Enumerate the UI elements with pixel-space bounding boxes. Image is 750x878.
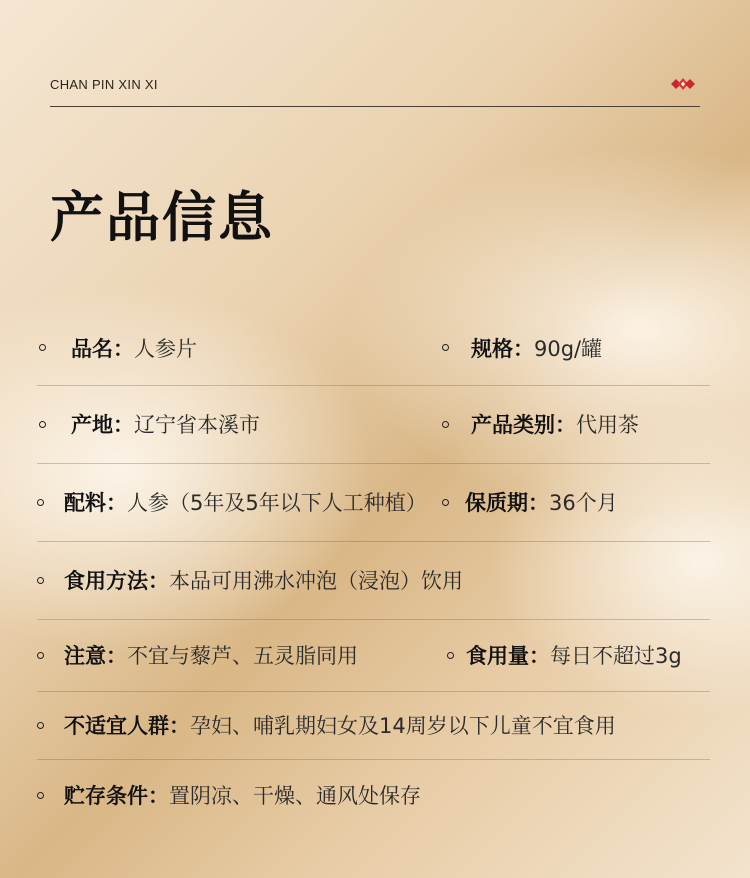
bullet-icon <box>442 344 449 351</box>
info-item-shelf-life <box>442 463 618 541</box>
item-label: 保质期： <box>465 491 549 515</box>
bullet-icon <box>442 499 449 506</box>
info-item-spec <box>442 310 602 385</box>
header-text: CHAN PIN XIN XI <box>50 77 158 92</box>
item-label: 品名： <box>71 336 134 361</box>
info-item-ingredients <box>37 463 427 541</box>
item-label: 产品类别： <box>471 413 576 437</box>
info-item-caution <box>37 619 358 691</box>
info-item-origin <box>37 385 260 463</box>
bullet-icon <box>37 577 44 584</box>
header-bar <box>50 74 700 107</box>
item-value: 每日不超过3g <box>550 644 682 668</box>
item-value: 代用茶 <box>576 413 639 437</box>
info-item-usage <box>37 541 463 619</box>
red-diamond-logo-icon <box>666 76 700 92</box>
info-item-category <box>442 385 639 463</box>
bullet-icon <box>39 344 46 351</box>
item-label: 配料： <box>64 491 127 515</box>
item-label: 食用量： <box>466 644 550 668</box>
bullet-icon <box>442 421 449 428</box>
page-title: 产品信息 <box>50 186 274 249</box>
info-item-dosage <box>447 619 682 691</box>
item-value: 不宜与藜芦、五灵脂同用 <box>127 644 358 668</box>
info-item-unsuitable <box>37 691 616 759</box>
bullet-icon <box>37 722 44 729</box>
item-label: 不适宜人群： <box>64 714 190 738</box>
item-value: 孕妇、哺乳期妇女及14周岁以下儿童不宜食用 <box>190 714 616 738</box>
info-item-name <box>37 310 197 385</box>
item-value: 置阴凉、干燥、通风处保存 <box>169 784 421 808</box>
item-label: 注意： <box>64 644 127 668</box>
item-value: 36个月 <box>549 491 618 515</box>
bullet-icon <box>37 792 44 799</box>
info-row-4 <box>37 541 710 620</box>
info-row-3 <box>37 463 710 542</box>
item-label: 食用方法： <box>64 569 169 593</box>
item-value: 人参（5年及5年以下人工种植） <box>127 491 427 515</box>
bullet-icon <box>37 652 44 659</box>
item-label: 规格： <box>471 336 534 361</box>
item-label: 贮存条件： <box>64 784 169 808</box>
item-label: 产地： <box>71 413 134 437</box>
item-value: 辽宁省本溪市 <box>134 413 260 437</box>
item-value: 90g/罐 <box>534 336 603 361</box>
info-row-6 <box>37 691 710 760</box>
info-row-2 <box>37 385 710 464</box>
info-item-storage <box>37 759 421 831</box>
item-value: 人参片 <box>134 336 197 361</box>
info-row-5 <box>37 619 710 692</box>
bullet-icon <box>447 652 454 659</box>
bullet-icon <box>37 499 44 506</box>
bullet-icon <box>39 421 46 428</box>
item-value: 本品可用沸水冲泡（浸泡）饮用 <box>169 569 463 593</box>
info-row-7 <box>37 759 710 831</box>
info-row-1 <box>37 310 710 386</box>
